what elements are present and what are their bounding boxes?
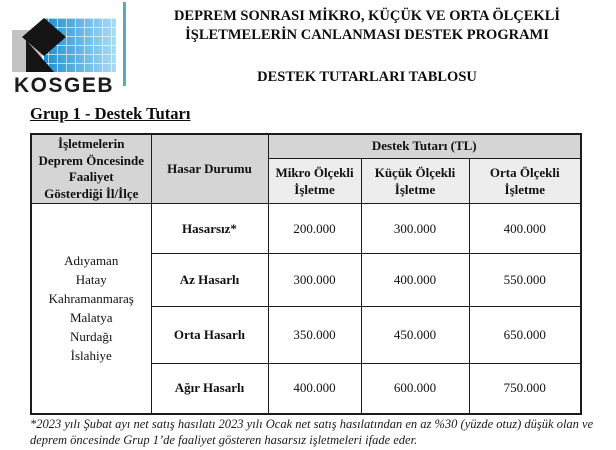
- subheader-mikro-cell: Mikro Ölçekli İşletme: [268, 158, 361, 203]
- subheader-kucuk-cell: Küçük Ölçekli İşletme: [361, 158, 469, 203]
- cities-cell: [31, 204, 151, 414]
- amount-cell: 400.000: [361, 254, 469, 307]
- region-header-line: Gösterdiği İl/İlçe: [44, 185, 139, 201]
- damage-header-cell: Hasar Durumu: [151, 134, 268, 204]
- city-name: Hatay: [75, 272, 107, 288]
- footnote-line2: deprem öncesinde Grup 1’de faaliyet gösteren hasarsız işletmeleri ifade eder.: [30, 433, 418, 447]
- city-name: İslahiye: [70, 348, 112, 364]
- amount-cell: 550.000: [469, 254, 581, 307]
- city-name: Adıyaman: [64, 253, 119, 269]
- city-name: Nurdağı: [69, 329, 113, 345]
- city-name: Malatya: [69, 310, 113, 326]
- damage-status-cell: Orta Hasarlı: [151, 307, 268, 364]
- damage-status-cell: Ağır Hasarlı: [151, 364, 268, 414]
- table-header-row-1: [31, 134, 581, 158]
- footnote-line1: *2023 yılı Şubat ayı net satış hasılatı 2023 yılı Ocak net satış hasılatından en az %30 (yüzde otuz) düşük olan ve: [30, 417, 594, 431]
- page-title-line1: DEPREM SONRASI MİKRO, KÜÇÜK VE ORTA ÖLÇEKLİ: [173, 8, 561, 24]
- damage-status-cell: Az Hasarlı: [151, 254, 268, 307]
- kosgeb-logo: [12, 18, 116, 98]
- header-divider: [123, 2, 126, 86]
- section-heading: Grup 1 - Destek Tutarı: [30, 104, 191, 123]
- table-row: [31, 204, 581, 254]
- amount-cell: 300.000: [361, 204, 469, 254]
- amount-cell: 400.000: [469, 204, 581, 254]
- amount-cell: 200.000: [268, 204, 361, 254]
- amount-cell: 600.000: [361, 364, 469, 414]
- kosgeb-logo-text: KOSGEB: [13, 74, 114, 97]
- region-header-line: Deprem Öncesinde: [38, 152, 145, 168]
- amount-cell: 450.000: [361, 307, 469, 364]
- page-subtitle: DESTEK TUTARLARI TABLOSU: [257, 69, 477, 85]
- amount-cell: 650.000: [469, 307, 581, 364]
- amount-cell: 350.000: [268, 307, 361, 364]
- support-amounts-table: [30, 133, 582, 415]
- kosgeb-logo-icon: [12, 18, 116, 73]
- subheader-orta-cell: Orta Ölçekli İşletme: [469, 158, 581, 203]
- region-header-line: Faaliyet: [68, 169, 114, 184]
- region-header-cell: [31, 134, 151, 204]
- page-title-line2: İŞLETMELERİN CANLANMASI DESTEK PROGRAMI: [185, 27, 549, 43]
- damage-status-cell: Hasarsız*: [151, 204, 268, 254]
- support-amount-header-cell: Destek Tutarı (TL): [268, 134, 581, 158]
- amount-cell: 750.000: [469, 364, 581, 414]
- amount-cell: 400.000: [268, 364, 361, 414]
- region-header-line: İşletmelerin: [58, 136, 125, 151]
- city-name: Kahramanmaraş: [48, 291, 134, 307]
- footnote: [30, 416, 596, 448]
- document-header: [134, 7, 600, 86]
- amount-cell: 300.000: [268, 254, 361, 307]
